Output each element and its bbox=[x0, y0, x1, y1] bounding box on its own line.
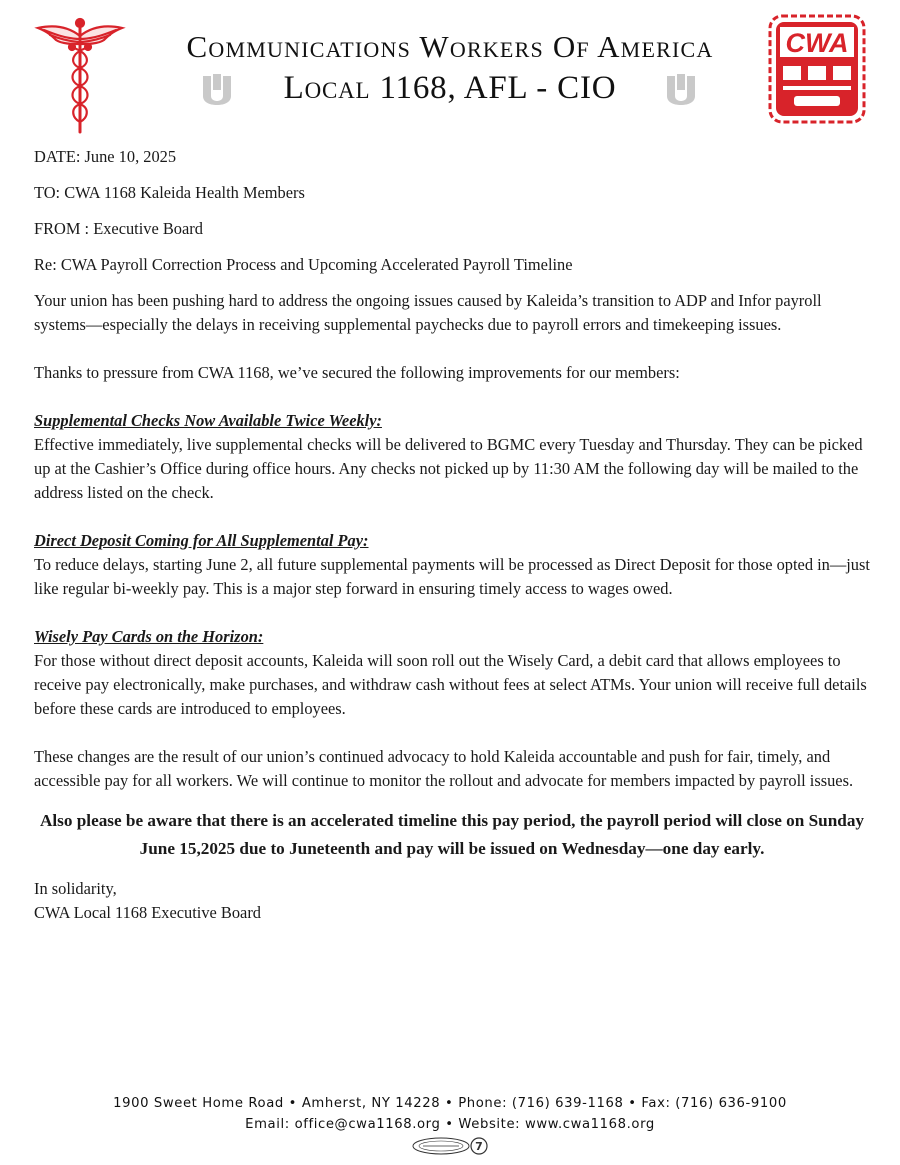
local-name bbox=[264, 70, 636, 107]
payroll-timeline-notice: Also please be aware that there is an accelerated timeline this pay period, the payroll period will close on Sunday June 15,2025 due to Juneteenth and pay will be issued on Wednesday—one day early. bbox=[39, 811, 865, 858]
footer-address: 1900 Sweet Home Road • Amherst, NY 14228 • Phone: (716) 639-1168 • Fax: (716) 636-9100 bbox=[113, 1096, 787, 1111]
memo-from: FROM : Executive Board bbox=[34, 219, 203, 238]
letterhead bbox=[0, 0, 900, 135]
org-name: Communications Workers Of America bbox=[186, 29, 714, 64]
intro-paragraph: Your union has been pushing hard to address the ongoing issues caused by Kaleida’s transition to ADP and Infor payroll systems—especially the delays in receiving supplemental paychecks due to payroll errors and timekeeping issues. bbox=[34, 291, 822, 334]
signoff: In solidarity, bbox=[34, 879, 117, 898]
local-suffix: 1168, AFL - CIO bbox=[379, 70, 617, 106]
section-title: Direct Deposit Coming for All Supplemental Pay: bbox=[34, 531, 369, 550]
cwa-logo-text: CWA bbox=[785, 28, 849, 58]
signature: CWA Local 1168 Executive Board bbox=[34, 903, 261, 922]
footer bbox=[0, 1093, 900, 1135]
union-bug-number: 7 bbox=[475, 1140, 483, 1153]
memo-date: DATE: June 10, 2025 bbox=[34, 147, 177, 166]
section-title: Wisely Pay Cards on the Horizon: bbox=[34, 627, 264, 646]
memo-subject: Re: CWA Payroll Correction Process and Upcoming Accelerated Payroll Timeline bbox=[34, 255, 573, 274]
section-title: Supplemental Checks Now Available Twice Weekly: bbox=[34, 411, 382, 430]
memo-body bbox=[34, 145, 870, 925]
section-text: To reduce delays, starting June 2, all future supplemental payments will be processed as Direct Deposit for those opted in—just like regular bi-weekly pay. This is a major step forward in ensuring timely access to wages owed. bbox=[34, 555, 870, 598]
closing-paragraph: These changes are the result of our union’s continued advocacy to hold Kaleida accountable and push for fair, timely, and accessible pay for all workers. We will continue to monitor the rollout and advocate for members impacted by payroll issues. bbox=[34, 747, 854, 790]
caduceus-icon bbox=[34, 14, 126, 136]
local-prefix: Local bbox=[283, 70, 371, 106]
footer-contact: Email: office@cwa1168.org • Website: www.cwa1168.org bbox=[245, 1117, 655, 1132]
section-direct-deposit bbox=[34, 529, 870, 601]
memo-to: TO: CWA 1168 Kaleida Health Members bbox=[34, 183, 305, 202]
section-wisely-cards bbox=[34, 625, 870, 721]
section-text: For those without direct deposit accounts, Kaleida will soon roll out the Wisely Card, a debit card that allows employees to receive pay electronically, make purchases, and withdraw cash without fees at select ATMs. Your union will receive full details before these cards are introduced to employees. bbox=[34, 651, 867, 718]
cwa-logo bbox=[768, 14, 866, 124]
section-text: Effective immediately, live supplemental checks will be delivered to BGMC every Tuesday and Thursday. They can be picked up at the Cashier’s Office during office hours. Any checks not picked up by 11:30 AM the following day will be mailed to the address listed on the check. bbox=[34, 435, 863, 502]
section-supplemental-checks bbox=[34, 409, 870, 505]
decorative-emblem-icon bbox=[200, 72, 234, 108]
decorative-emblem-icon bbox=[664, 72, 698, 108]
thanks-paragraph: Thanks to pressure from CWA 1168, we’ve secured the following improvements for our members: bbox=[34, 363, 680, 382]
union-bug-icon bbox=[411, 1135, 489, 1157]
